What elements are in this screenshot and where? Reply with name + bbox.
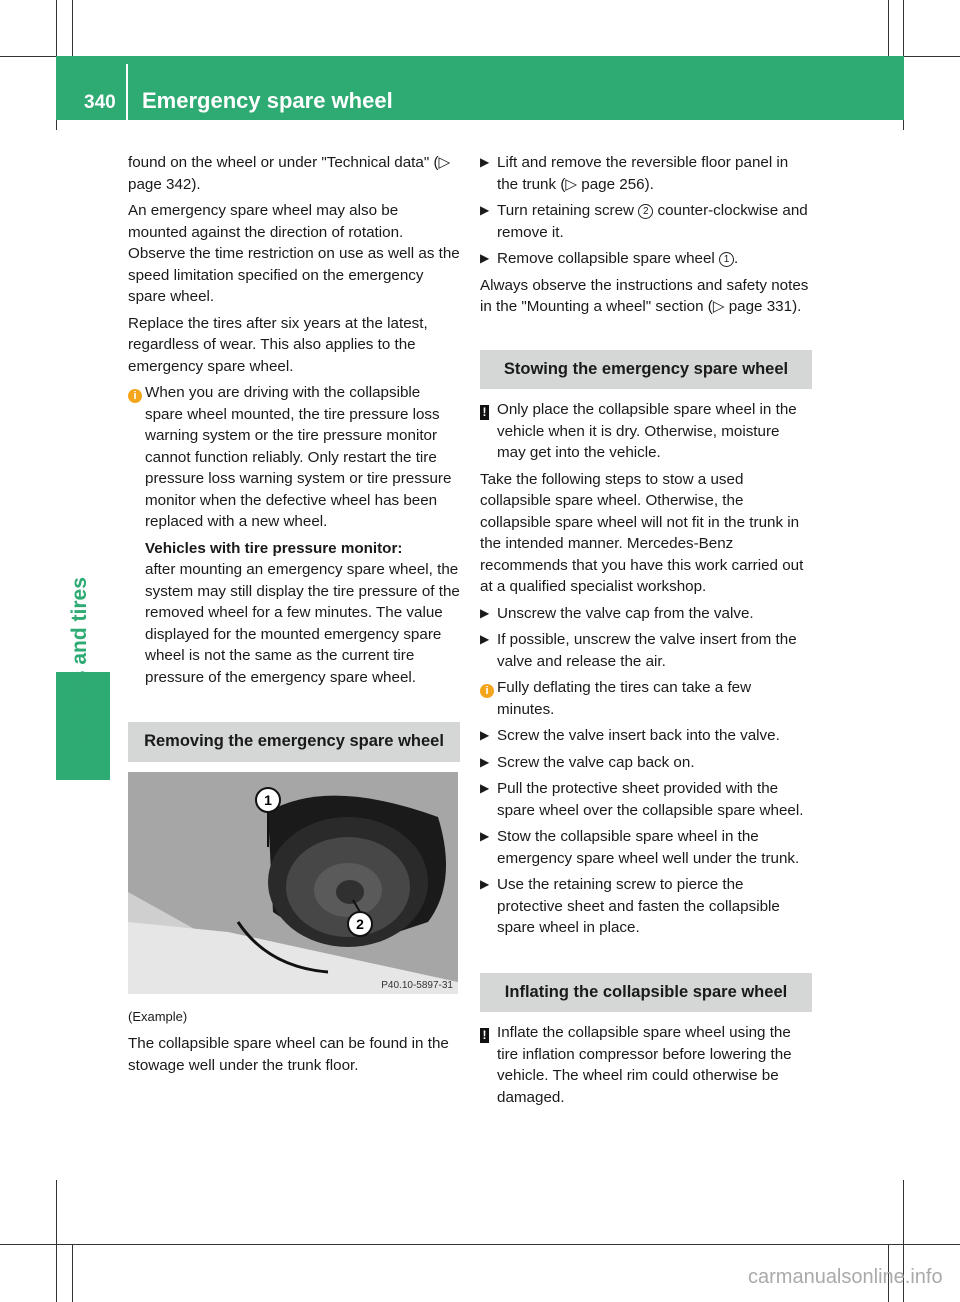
section-heading-stowing: Stowing the emergency spare wheel bbox=[480, 350, 812, 390]
crop-mark bbox=[0, 1244, 960, 1245]
note-text: after mounting an emergency spare wheel, the system may still display the tire pressure of the removed wheel for a few minutes. The value displayed for the mounted emergency spare wheel is not the same as the current tire pressure of the emergency spare wheel. bbox=[145, 561, 460, 686]
info-icon: i bbox=[480, 684, 494, 698]
warning-icon: ! bbox=[480, 405, 489, 420]
paragraph: found on the wheel or under "Technical data" (▷ page 342). bbox=[128, 154, 451, 193]
step-arrow-icon: ▶ bbox=[480, 781, 490, 795]
info-icon: i bbox=[128, 389, 142, 403]
spare-wheel-photo bbox=[128, 772, 458, 994]
section-heading-removing: Removing the emergency spare wheel bbox=[128, 722, 460, 762]
warning-icon: ! bbox=[480, 1028, 489, 1043]
step-arrow-icon: ▶ bbox=[480, 155, 490, 169]
instruction-step: ▶ Use the retaining screw to pierce the protective sheet and fasten the collapsible spare wheel in place. bbox=[480, 876, 780, 936]
paragraph: Always observe the instructions and safety notes in the "Mounting a wheel" section (▷ page 331). bbox=[480, 276, 809, 315]
step-arrow-icon: ▶ bbox=[480, 203, 490, 217]
step-arrow-icon: ▶ bbox=[480, 251, 490, 265]
callout-number-icon: 1 bbox=[719, 252, 734, 267]
step-arrow-icon: ▶ bbox=[480, 728, 490, 742]
paragraph: The collapsible spare wheel can be found in the stowage well under the trunk floor. bbox=[128, 1035, 449, 1074]
note-text: When you are driving with the collapsible spare wheel mounted, the tire pressure loss warning system or the tire pressure monitor cannot function reliably. Only restart the tire pressure loss warning system or tire pressure monitor when the defective wheel has been replaced with a new wheel. bbox=[145, 384, 452, 530]
header-divider bbox=[126, 64, 128, 120]
crop-mark bbox=[888, 0, 889, 56]
instruction-step: ▶ Remove collapsible spare wheel 1 . bbox=[480, 248, 812, 270]
warning-text: Only place the collapsible spare wheel in the vehicle when it is dry. Otherwise, moisture may get into the vehicle. bbox=[497, 401, 797, 461]
crop-mark bbox=[72, 0, 73, 56]
warning-text: Inflate the collapsible spare wheel using the tire inflation compressor before lowering the vehicle. The wheel rim could otherwise be damaged. bbox=[497, 1024, 792, 1106]
step-arrow-icon: ▶ bbox=[480, 632, 490, 646]
instruction-step: ▶ Screw the valve cap back on. bbox=[480, 752, 812, 774]
instruction-step: ▶ Unscrew the valve cap from the valve. bbox=[480, 603, 812, 625]
instruction-step: ▶ Turn retaining screw 2 counter-clockwise and remove it. bbox=[480, 202, 808, 241]
step-arrow-icon: ▶ bbox=[480, 829, 490, 843]
warning-note bbox=[480, 1022, 812, 1108]
photo-code: P40.10-5897-31 bbox=[381, 979, 453, 991]
note-heading: Vehicles with tire pressure monitor: bbox=[145, 539, 403, 557]
info-note bbox=[128, 382, 460, 688]
photo-callout-2: 2 bbox=[356, 915, 364, 932]
instruction-step: ▶ Screw the valve insert back into the valve. bbox=[480, 725, 812, 747]
instruction-step: ▶ Stow the collapsible spare wheel in the emergency spare wheel well under the trunk. bbox=[480, 828, 800, 867]
page-number: 340 bbox=[84, 92, 116, 113]
side-tab-label: Wheels and tires bbox=[68, 577, 91, 744]
paragraph: An emergency spare wheel may also be mounted against the direction of rotation. Observe the time restriction on use as well as the speed limitation specified on the emergency spare wheel. bbox=[128, 202, 460, 305]
section-heading-inflating: Inflating the collapsible spare wheel bbox=[480, 973, 812, 1013]
left-column bbox=[128, 152, 460, 1081]
note-text: Fully deflating the tires can take a few minutes. bbox=[497, 679, 752, 718]
instruction-step: ▶ Pull the protective sheet provided with the spare wheel over the collapsible spare wheel. bbox=[480, 780, 804, 819]
info-note bbox=[480, 677, 812, 720]
paragraph: Replace the tires after six years at the latest, regardless of wear. This also applies to the emergency spare wheel. bbox=[128, 314, 428, 375]
instruction-step: ▶ If possible, unscrew the valve insert from the valve and release the air. bbox=[480, 631, 797, 670]
instruction-step: ▶ Lift and remove the reversible floor panel in the trunk (▷ page 256). bbox=[480, 154, 789, 193]
paragraph: Take the following steps to stow a used collapsible spare wheel. Otherwise, the collapsible spare wheel will not fit in the trunk in the intended manner. Mercedes-Benz recommends that you have this work carried out at a qualified specialist workshop. bbox=[480, 470, 804, 595]
watermark: carmanualsonline.info bbox=[748, 1266, 943, 1288]
page-title: Emergency spare wheel bbox=[142, 88, 393, 113]
step-arrow-icon: ▶ bbox=[480, 605, 490, 620]
crop-mark bbox=[72, 1244, 73, 1302]
step-arrow-icon: ▶ bbox=[480, 754, 490, 769]
warning-note bbox=[480, 399, 812, 464]
callout-number-icon: 2 bbox=[638, 204, 653, 219]
photo-callout-1: 1 bbox=[264, 791, 272, 808]
crop-mark bbox=[56, 1180, 57, 1302]
step-arrow-icon: ▶ bbox=[480, 877, 490, 891]
photo-caption: (Example) bbox=[128, 1008, 188, 1024]
right-column bbox=[480, 152, 812, 1113]
